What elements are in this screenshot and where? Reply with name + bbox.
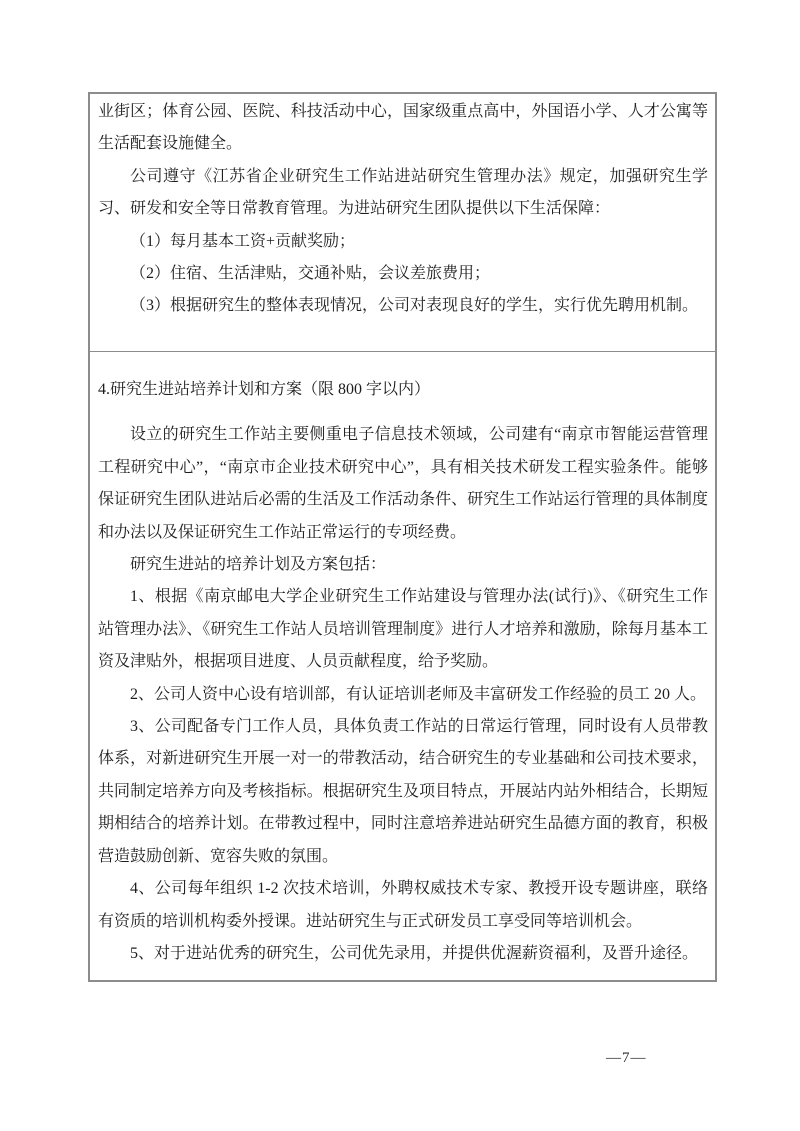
- training-plan-item-4: 4、公司每年组织 1-2 次技术培训，外聘权威技术专家、教授开设专题讲座，联络有资质的培训机构委外授课。进站研究生与正式研发员工享受同等培训机会。: [98, 880, 708, 930]
- training-plan-item-5: 5、对于进站优秀的研究生，公司优先录用，并提供优渥薪资福利，及晋升途径。: [130, 944, 699, 962]
- training-plan-paragraph: 设立的研究生工作站主要侧重电子信息技术领域，公司建有“南京市智能运营管理工程研究中心”，“南京市企业技术研究中心”，具有相关技术研发工程实验条件。能够保证研究生团队进站后必需的生活及工作活动条件、研究生工作站运行管理的具体制度和办法以及保证研究生工作站正常运行的专项经费。: [98, 426, 708, 541]
- training-plan-item-1: 1、根据《南京邮电大学企业研究生工作站建设与管理办法(试行)》、《研究生工作站管理办法》、《研究生工作站人员培训管理制度》进行人才培养和激励，除每月基本工资及津贴外，根据项目进度、人员贡献程度，给予奖励。: [98, 588, 708, 671]
- table-cell-living-support: [90, 94, 715, 352]
- table-cell-training-plan: [90, 352, 715, 980]
- page-number: —7—: [606, 1050, 647, 1066]
- training-plan-item-3: 3、公司配备专门工作人员，具体负责工作站的日常运行管理，同时设有人员带教体系，对新进研究生开展一对一的带教活动，结合研究生的专业基础和公司技术要求，共同制定培养方向及考核指标。根据研究生及项目特点，开展站内站外相结合，长期短期相结合的培养计划。在带教过程中，同时注意培养进站研究生品德方面的教育，积极营造鼓励创新、宽容失败的氛围。: [98, 718, 708, 865]
- living-support-item-1: （1）每月基本工资+贡献奖励；: [130, 232, 356, 250]
- training-plan-paragraph: 研究生进站的培养计划及方案包括：: [130, 556, 387, 574]
- section-heading-training-plan: 4.研究生进站培养计划和方案（限 800 字以内）: [98, 381, 431, 398]
- form-table: [88, 92, 717, 982]
- living-support-item-3: （3）根据研究生的整体表现情况，公司对表现良好的学生，实行优先聘用机制。: [130, 297, 699, 315]
- living-support-paragraph: 公司遵守《江苏省企业研究生工作站进站研究生管理办法》规定，加强研究生学习、研发和安全等日常教育管理。为进站研究生团队提供以下生活保障：: [98, 167, 708, 218]
- living-support-item-2: （2）住宿、生活津贴，交通补贴，会议差旅费用；: [130, 265, 491, 283]
- training-plan-item-2: 2、公司人资中心设有培训部，有认证培训老师及丰富研发工作经验的员工 20 人。: [130, 685, 707, 703]
- living-support-paragraph: 业街区；体育公园、医院、科技活动中心，国家级重点高中，外国语小学、人才公寓等生活配套设施健全。: [98, 103, 708, 153]
